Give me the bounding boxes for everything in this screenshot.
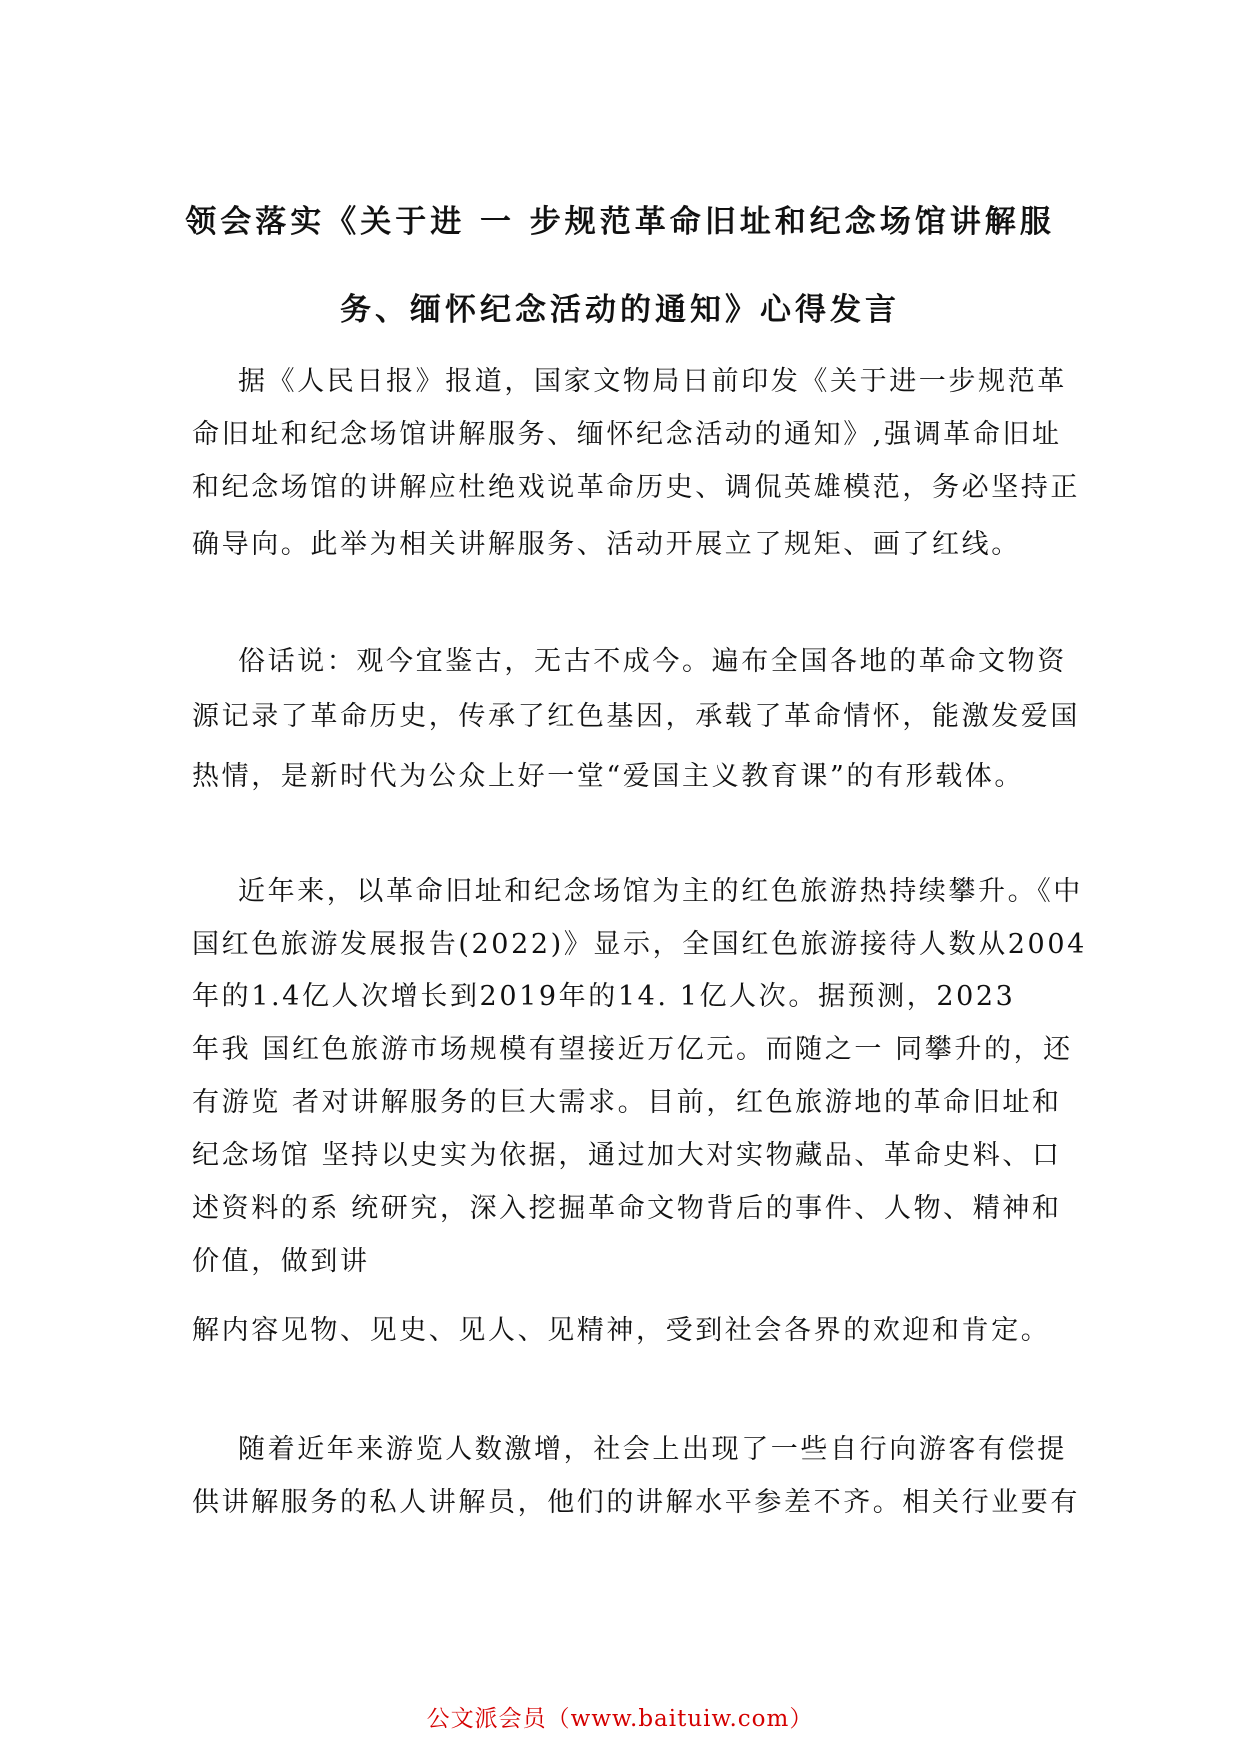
paragraph-line: 供讲解服务的私人讲解员，他们的讲解水平参差不齐。相关行业要有 xyxy=(192,1487,1080,1518)
paragraph-line: 纪念场馆 坚持以史实为依据，通过加大对实物藏品、革命史料、口 xyxy=(192,1140,1062,1171)
footer-watermark-link[interactable]: 公文派会员（www.baituiw.com） xyxy=(426,1706,814,1732)
paragraph-line: 源记录了革命历史，传承了红色基因，承载了革命情怀，能激发爱国 xyxy=(192,701,1080,732)
paragraph-line: 据《人民日报》报道，国家文物局日前印发《关于进一步规范革 xyxy=(238,366,1067,397)
paragraph-line: 国红色旅游发展报告(2022)》显示，全国红色旅游接待人数从2004 xyxy=(192,929,1087,960)
paragraph-line: 俗话说：观今宜鉴古，无古不成今。遍布全国各地的革命文物资 xyxy=(238,646,1067,677)
paragraph-line: 命旧址和纪念场馆讲解服务、缅怀纪念活动的通知》,强调革命旧址 xyxy=(192,419,1062,450)
document-title-line-1: 领会落实《关于进 一 步规范革命旧址和纪念场馆讲解服 xyxy=(185,204,1055,240)
paragraph-line: 确导向。此举为相关讲解服务、活动开展立了规矩、画了红线。 xyxy=(192,529,1021,560)
paragraph-line: 年的1.4亿人次增长到2019年的14. 1亿人次。据预测，2023 xyxy=(192,981,1016,1012)
paragraph-line: 近年来，以革命旧址和纪念场馆为主的红色旅游热持续攀升。《中 xyxy=(238,876,1083,907)
paragraph-line: 年我 国红色旅游市场规模有望接近万亿元。而随之一 同攀升的，还 xyxy=(192,1034,1073,1065)
paragraph-line: 和纪念场馆的讲解应杜绝戏说革命历史、调侃英雄模范，务必坚持正 xyxy=(192,472,1080,503)
document-title-line-2: 务、缅怀纪念活动的通知》心得发言 xyxy=(340,292,900,328)
paragraph-line: 热情，是新时代为公众上好一堂“爱国主义教育课”的有形载体。 xyxy=(192,761,1025,792)
paragraph-line: 有游览 者对讲解服务的巨大需求。目前，红色旅游地的革命旧址和 xyxy=(192,1087,1062,1118)
paragraph-line: 价值，做到讲 xyxy=(192,1246,370,1277)
paragraph-line: 随着近年来游览人数激增，社会上出现了一些自行向游客有偿提 xyxy=(238,1434,1067,1465)
paragraph-line: 述资料的系 统研究，深入挖掘革命文物背后的事件、人物、精神和 xyxy=(192,1193,1062,1224)
paragraph-line: 解内容见物、见史、见人、见精神，受到社会各界的欢迎和肯定。 xyxy=(192,1315,1051,1346)
